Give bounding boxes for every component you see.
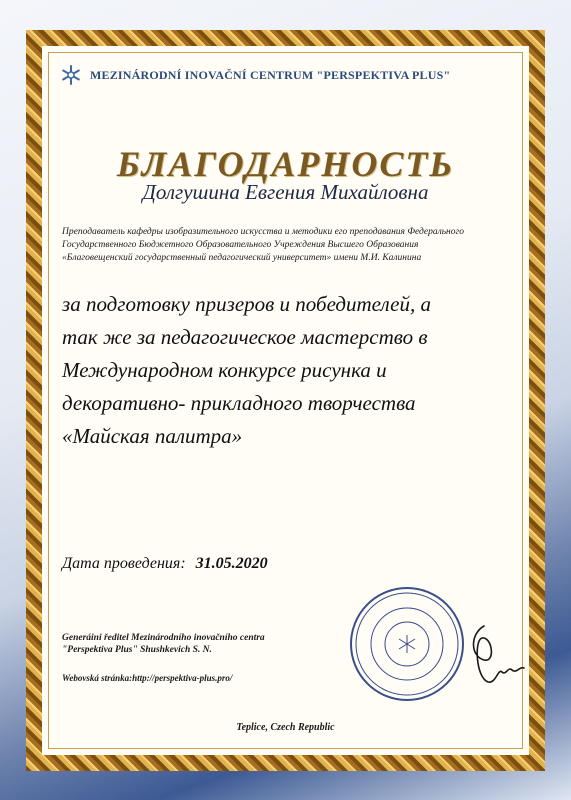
director-signature: [462, 616, 526, 690]
reason-line: декоративно- прикладного творчества: [62, 391, 416, 415]
snowflake-logo-icon: [60, 64, 82, 86]
recipient-name: Долгушина Евгения Михайловна: [142, 180, 429, 204]
award-reason: [62, 288, 502, 453]
official-seal-stamp: [348, 585, 466, 703]
director-name: "Perspektiva Plus" Shushkevich S. N.: [62, 645, 212, 655]
reason-line: Международном конкурсе рисунка и: [62, 358, 387, 382]
position-line: Преподаватель кафедры изобразительного искусства и методики его преподавания Федерального: [62, 227, 464, 237]
position-line: Государственного Бюджетного Образовательного Учреждения Высшего Образования: [62, 240, 419, 250]
director-title: Generáini ředitel Mezinárodního inovačního centra: [62, 633, 265, 643]
date-label: Дата проведения:: [62, 555, 186, 572]
org-name: MEZINÁRODNÍ INOVAČNÍ CENTRUM "PERSPEKTIVA PLUS": [90, 67, 451, 82]
certificate-header: [60, 62, 510, 88]
date-value: 31.05.2020: [195, 555, 268, 572]
reason-line: за подготовку призеров и победителей, а: [62, 292, 431, 316]
position-line: «Благовещенский государственный педагогический университет» имени М.И. Калинина: [62, 253, 422, 263]
reason-line: «Майская палитра»: [62, 424, 243, 448]
director-info: [62, 632, 265, 656]
reason-line: так же за педагогическое мастерство в: [62, 325, 428, 349]
website-line: Webovská stránka:http://perspektiva-plus.pro/: [62, 673, 233, 683]
location: Teplice, Czech Republic: [236, 722, 335, 733]
certificate-title: БЛАГОДАРНОСТЬ: [116, 144, 455, 184]
event-date: [62, 555, 268, 573]
recipient-position: [62, 226, 502, 265]
